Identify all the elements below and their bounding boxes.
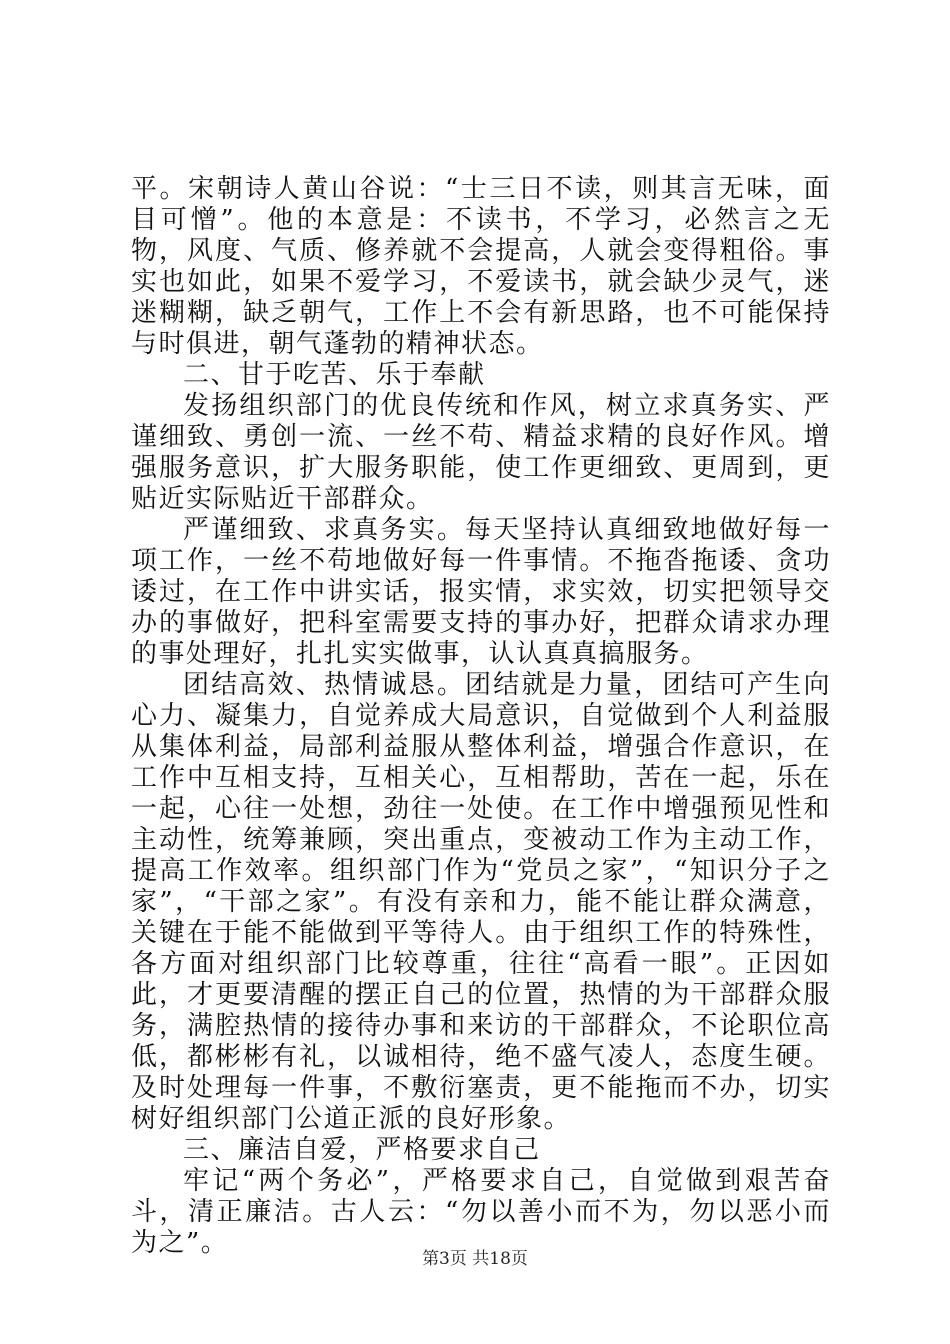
paragraph-style: 发扬组织部门的优良传统和作风，树立求真务实、严谨细致、勇创一流、一丝不苟、精益求精的良好作风。增强服务意识，扩大服务职能，使工作更细致、更周到，更贴近实际贴近干部群众。	[131, 391, 831, 514]
paragraph-integrity: 牢记“两个务必”，严格要求自己，自觉做到艰苦奋斗，清正廉洁。古人云：“勿以善小而不为，勿以恶小而为之”。	[131, 1166, 831, 1258]
section-heading-3: 三、廉洁自爱，严格要求自己	[183, 1135, 541, 1165]
paragraph-unity: 团结高效、热情诚恳。团结就是力量，团结可产生向心力、凝集力，自觉养成大局意识，自觉做到个人利益服从集体利益，局部利益服从整体利益，增强合作意识，在工作中互相支持，互相关心，互相帮助，苦在一起，乐在一起，心往一处想，劲往一处使。在工作中增强预见性和主动性，统筹兼顾，突出重点，变被动工作为主动工作，提高工作效率。组织部门作为“党员之家”，“知识分子之家”，“干部之家”。有没有亲和力，能不能让群众满意，关键在于能不能做到平等待人。由于组织工作的特殊性，各方面对组织部门比较尊重，往往“高看一眼”。正因如此，才更要清醒的摆正自己的位置，热情的为干部群众服务，满腔热情的接待办事和来访的干部群众，不论职位高低，都彬彬有礼，以诚相待，绝不盛气凌人，态度生硬。及时处理每一件事，不敷衍塞责，更不能拖而不办，切实树好组织部门公道正派的良好形象。	[131, 670, 831, 1134]
paragraph-continuation: 平。宋朝诗人黄山谷说：“士三日不读，则其言无味，面目可憎”。他的本意是：不读书，不学习，必然言之无物，风度、气质、修养就不会提高，人就会变得粗俗。事实也如此，如果不爱学习，不爱读书，就会缺少灵气，迷迷糊糊，缺乏朝气，工作上不会有新思路，也不可能保持与时俱进，朝气蓬勃的精神状态。	[131, 174, 831, 359]
paragraph-rigorous: 严谨细致、求真务实。每天坚持认真细致地做好每一项工作，一丝不苟地做好每一件事情。不拖沓拖诿、贪功诿过，在工作中讲实话，报实情，求实效，切实把领导交办的事做好，把科室需要支持的事办好，把群众请求办理的事处理好，扎扎实实做事，认认真真搞服务。	[131, 515, 831, 669]
document-body	[131, 174, 831, 1259]
page-footer: 第3页 共18页	[422, 1249, 528, 1269]
section-heading-2: 二、甘于吃苦、乐于奉献	[183, 360, 486, 390]
